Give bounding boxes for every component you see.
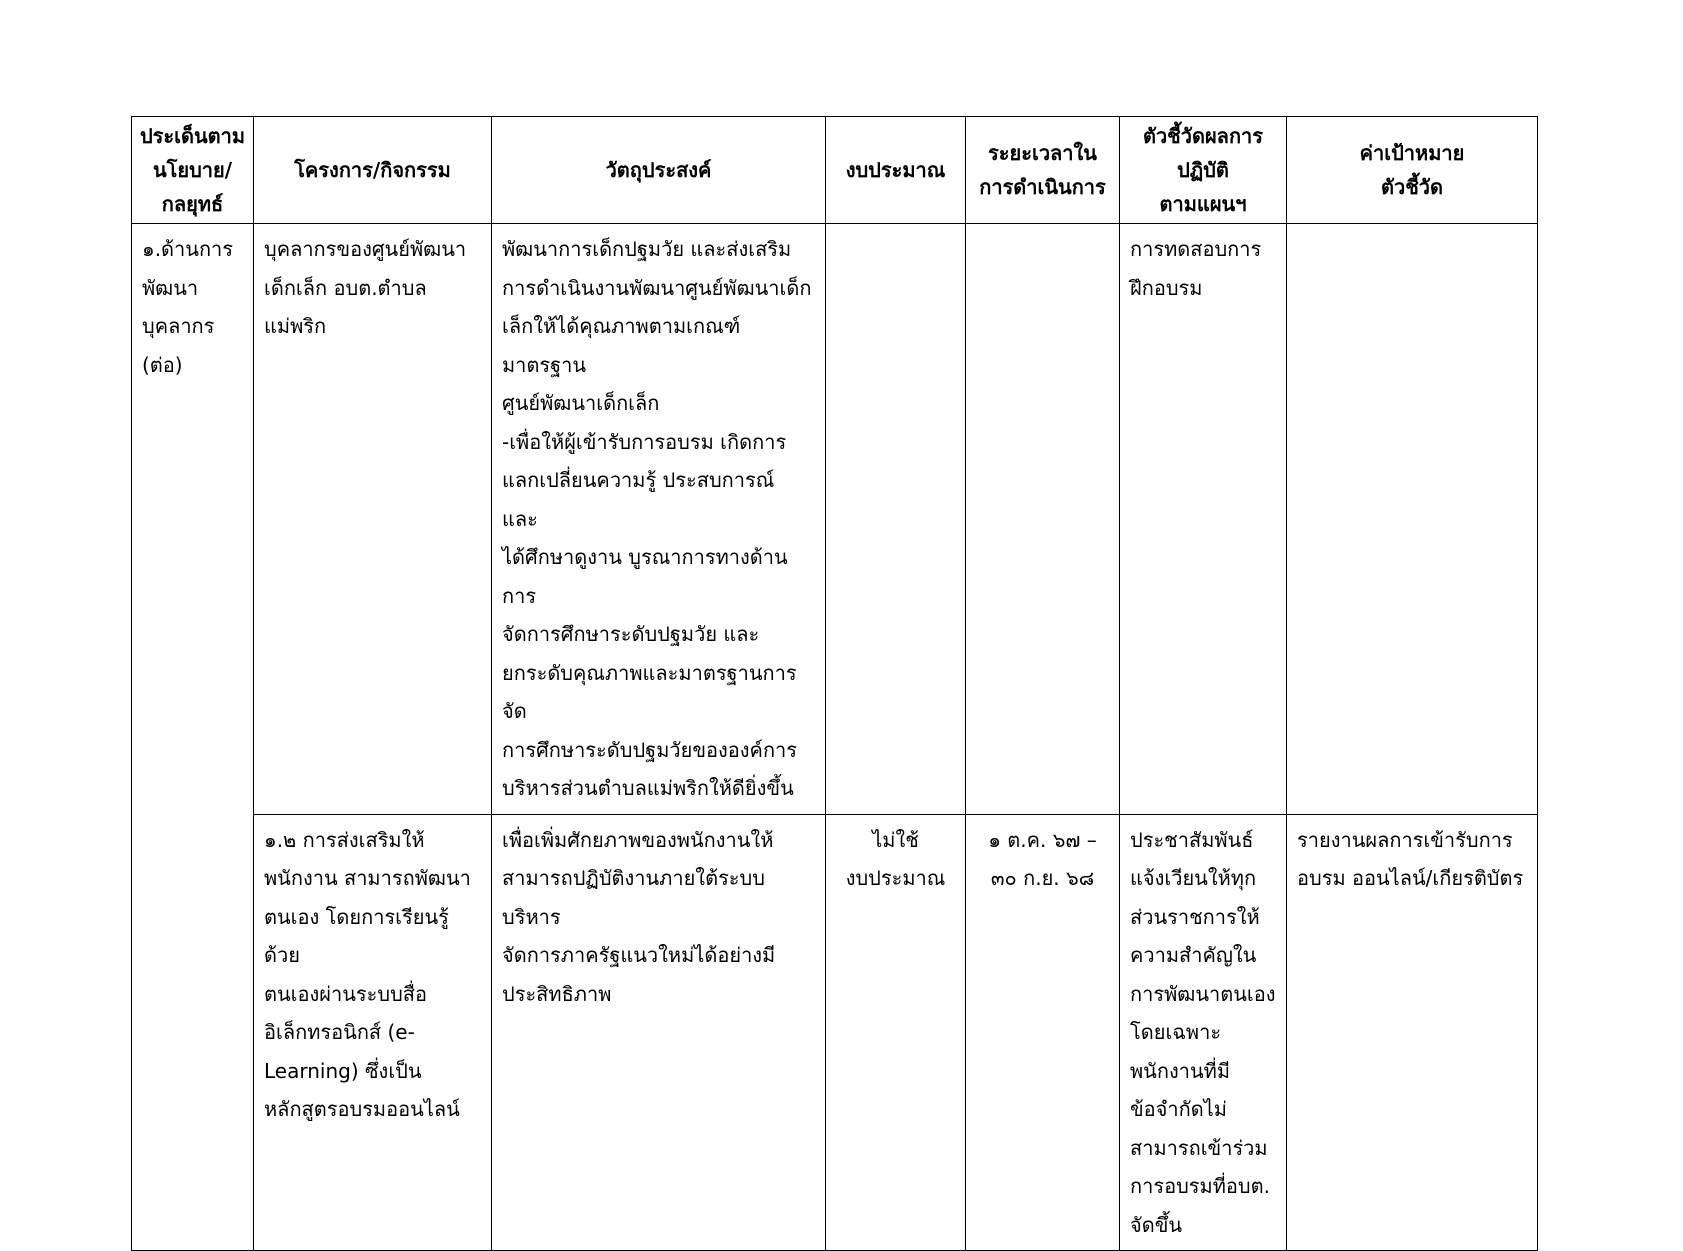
header-project: โครงการ/กิจกรรม <box>254 117 492 224</box>
project-cell: บุคลากรของศูนย์พัฒนา เด็กเล็ก อบต.ตำบล แม่พริก <box>254 224 492 815</box>
plan-table <box>131 116 1538 1251</box>
budget-cell <box>826 224 966 815</box>
objective-cell: พัฒนาการเด็กปฐมวัย และส่งเสริม การดำเนินงานพัฒนาศูนย์พัฒนาเด็ก เล็กให้ได้คุณภาพตามเกณฑ์มาตรฐาน ศูนย์พัฒนาเด็กเล็ก -เพื่อให้ผู้เข้ารับการอบรม เกิดการ แลกเปลี่ยนความรู้ ประสบการณ์ และ ได้ศึกษาดูงาน บูรณาการทางด้านการ จัดการศึกษาระดับปฐมวัย และ ยกระดับคุณภาพและมาตรฐานการจัด การศึกษาระดับปฐมวัยขององค์การ บริหารส่วนตำบลแม่พริกให้ดียิ่งขึ้น <box>492 224 826 815</box>
header-period: ระยะเวลาใน การดำเนินการ <box>966 117 1120 224</box>
header-objective: วัตถุประสงค์ <box>492 117 826 224</box>
target-cell <box>1287 224 1538 815</box>
header-issue: ประเด็นตาม นโยบาย/ กลยุทธ์ <box>132 117 254 224</box>
header-indicator: ตัวชี้วัดผลการ ปฏิบัติ ตามแผนฯ <box>1120 117 1287 224</box>
table-row <box>132 224 1538 815</box>
table-row <box>132 814 1538 1251</box>
header-row <box>132 117 1538 224</box>
indicator-cell: การทดสอบการ ฝึกอบรม <box>1120 224 1287 815</box>
project-cell: ๑.๒ การส่งเสริมให้ พนักงาน สามารถพัฒนา ตนเอง โดยการเรียนรู้ด้วย ตนเองผ่านระบบสื่อ อิเล็กทรอนิกส์ (e- Learning) ซึ่งเป็น หลักสูตรอบรมออนไลน์ <box>254 814 492 1251</box>
objective-cell: เพื่อเพิ่มศักยภาพของพนักงานให้ สามารถปฏิบัติงานภายใต้ระบบบริหาร จัดการภาครัฐแนวใหม่ได้อย่างมี ประสิทธิภาพ <box>492 814 826 1251</box>
indicator-cell: ประชาสัมพันธ์ แจ้งเวียนให้ทุก ส่วนราชการให้ ความสำคัญใน การพัฒนาตนเอง โดยเฉพาะ พนักงานที่มี ข้อจำกัดไม่ สามารถเข้าร่วม การอบรมที่อบต. จัดขึ้น <box>1120 814 1287 1251</box>
period-cell: ๑ ต.ค. ๖๗ – ๓๐ ก.ย. ๖๘ <box>966 814 1120 1251</box>
target-cell: รายงานผลการเข้ารับการ อบรม ออนไลน์/เกียรติบัตร <box>1287 814 1538 1251</box>
header-budget: งบประมาณ <box>826 117 966 224</box>
period-cell <box>966 224 1120 815</box>
budget-cell: ไม่ใช้ งบประมาณ <box>826 814 966 1251</box>
header-target: ค่าเป้าหมาย ตัวชี้วัด <box>1287 117 1538 224</box>
issue-cell: ๑.ด้านการ พัฒนา บุคลากร (ต่อ) <box>132 224 254 1251</box>
